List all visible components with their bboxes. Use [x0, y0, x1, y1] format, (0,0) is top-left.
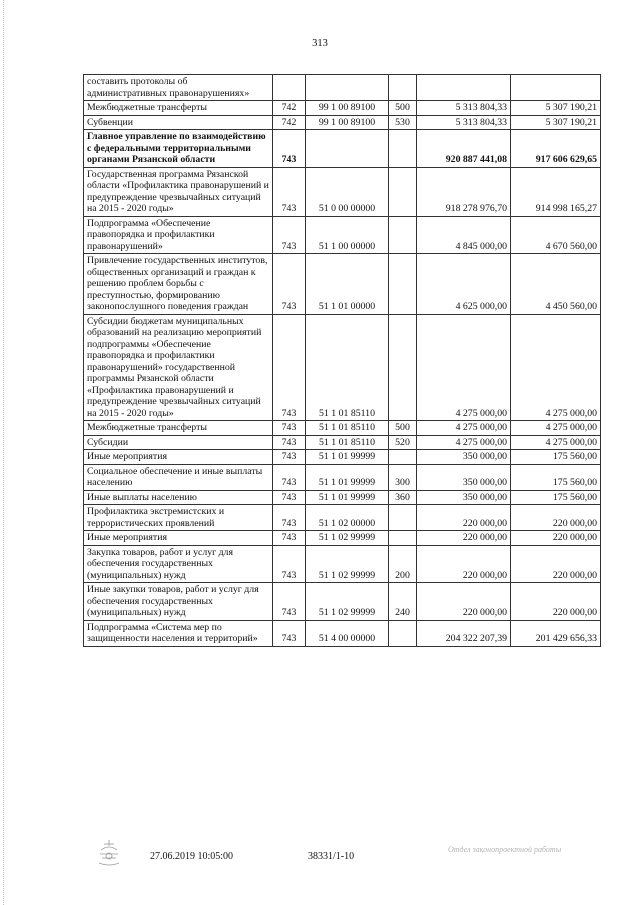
table-row [84, 531, 601, 546]
cell-name: Субсидии [84, 435, 273, 450]
cell-vr [389, 130, 417, 168]
cell-sum-2019: 175 560,00 [511, 464, 601, 490]
cell-csr: 51 1 01 99999 [306, 450, 389, 465]
cell-name: Подпрограмма «Обеспечение правопорядка и профилактики правонарушений» [84, 216, 273, 254]
cell-name: Субсидии бюджетам муниципальных образований на реализацию мероприятий подпрограммы «Обеспечение правопорядка и профилактики правонарушений» государственной программы Рязанской области «Профилактика правонарушений и предупреждение чрезвычайных ситуаций на 2015 - 2020 годы» [84, 314, 273, 421]
table-row [84, 620, 601, 646]
cell-csr: 99 1 00 89100 [306, 101, 389, 116]
cell-ved: 743 [273, 531, 306, 546]
page-number: 313 [312, 38, 328, 49]
cell-sum-2018: 4 845 000,00 [417, 216, 511, 254]
cell-ved: 743 [273, 490, 306, 505]
cell-ved: 743 [273, 545, 306, 583]
cell-name: Иные выплаты населению [84, 490, 273, 505]
cell-sum-2018: 5 313 804,33 [417, 115, 511, 130]
cell-csr: 51 1 02 99999 [306, 545, 389, 583]
cell-name: Социальное обеспечение и иные выплаты населению [84, 464, 273, 490]
table-row [84, 167, 601, 216]
cell-sum-2018: 918 278 976,70 [417, 167, 511, 216]
table-row [84, 115, 601, 130]
cell-sum-2019: 4 275 000,00 [511, 314, 601, 421]
cell-sum-2019: 5 307 190,21 [511, 115, 601, 130]
cell-ved: 743 [273, 464, 306, 490]
cell-name: составить протоколы об административных правонарушениях» [84, 75, 273, 101]
cell-name: Иные мероприятия [84, 531, 273, 546]
scan-edge-line [3, 0, 5, 905]
cell-vr [389, 254, 417, 315]
cell-sum-2018: 4 275 000,00 [417, 314, 511, 421]
cell-csr: 51 1 01 85110 [306, 421, 389, 436]
cell-csr: 51 1 02 00000 [306, 505, 389, 531]
cell-sum-2019: 220 000,00 [511, 505, 601, 531]
cell-sum-2019: 175 560,00 [511, 450, 601, 465]
table-row [84, 130, 601, 168]
table-row [84, 101, 601, 116]
cell-ved: 743 [273, 167, 306, 216]
cell-vr: 300 [389, 464, 417, 490]
cell-name: Профилактика экстремистских и террористических проявлений [84, 505, 273, 531]
cell-csr: 51 1 01 85110 [306, 314, 389, 421]
cell-sum-2019: 220 000,00 [511, 545, 601, 583]
cell-name: Привлечение государственных институтов, общественных организаций и граждан к решению проблем борьбы с преступностью, формированию законопослушного поведения граждан [84, 254, 273, 315]
cell-vr: 200 [389, 545, 417, 583]
cell-vr [389, 75, 417, 101]
table-row [84, 421, 601, 436]
cell-name: Межбюджетные трансферты [84, 421, 273, 436]
cell-sum-2019: 175 560,00 [511, 490, 601, 505]
cell-name: Иные мероприятия [84, 450, 273, 465]
footer-date: 27.06.2019 10:05:00 [150, 851, 234, 862]
cell-ved: 743 [273, 314, 306, 421]
cell-ved: 742 [273, 101, 306, 116]
table-row [84, 490, 601, 505]
cell-name: Главное управление по взаимодействию с федеральными территориальными органами Рязанской области [84, 130, 273, 168]
cell-sum-2018: 350 000,00 [417, 490, 511, 505]
cell-sum-2018 [417, 75, 511, 101]
cell-csr: 51 1 01 99999 [306, 464, 389, 490]
cell-csr: 51 1 02 99999 [306, 583, 389, 621]
cell-vr: 530 [389, 115, 417, 130]
cell-sum-2018: 220 000,00 [417, 583, 511, 621]
cell-ved: 743 [273, 130, 306, 168]
cell-csr: 51 1 01 00000 [306, 254, 389, 315]
cell-csr: 99 1 00 89100 [306, 115, 389, 130]
cell-ved: 743 [273, 505, 306, 531]
footer-document-code: 38331/1-10 [308, 851, 355, 862]
cell-sum-2018: 920 887 441,08 [417, 130, 511, 168]
cell-vr [389, 531, 417, 546]
cell-vr [389, 505, 417, 531]
cell-sum-2018: 220 000,00 [417, 545, 511, 583]
cell-name: Субвенции [84, 115, 273, 130]
cell-sum-2019: 220 000,00 [511, 583, 601, 621]
cell-sum-2019 [511, 75, 601, 101]
cell-name: Подпрограмма «Система мер по защищенности населения и территорий» [84, 620, 273, 646]
cell-ved: 743 [273, 435, 306, 450]
cell-csr: 51 1 01 99999 [306, 490, 389, 505]
cell-sum-2018: 220 000,00 [417, 505, 511, 531]
cell-sum-2019: 4 670 560,00 [511, 216, 601, 254]
cell-name: Межбюджетные трансферты [84, 101, 273, 116]
cell-vr: 500 [389, 421, 417, 436]
cell-ved: 743 [273, 583, 306, 621]
footer-watermark: Отдел законопроектной работы [448, 845, 562, 854]
cell-vr: 520 [389, 435, 417, 450]
cell-ved: 742 [273, 115, 306, 130]
cell-sum-2018: 4 275 000,00 [417, 421, 511, 436]
cell-ved [273, 75, 306, 101]
cell-sum-2018: 220 000,00 [417, 531, 511, 546]
cell-sum-2018: 204 322 207,39 [417, 620, 511, 646]
budget-table-body [84, 75, 601, 647]
cell-csr: 51 4 00 00000 [306, 620, 389, 646]
table-row [84, 450, 601, 465]
cell-ved: 743 [273, 216, 306, 254]
cell-vr: 500 [389, 101, 417, 116]
cell-csr: 51 0 00 00000 [306, 167, 389, 216]
table-row [84, 254, 601, 315]
cell-vr [389, 620, 417, 646]
cell-ved: 743 [273, 450, 306, 465]
budget-table [83, 74, 601, 647]
cell-sum-2019: 4 275 000,00 [511, 435, 601, 450]
cell-sum-2018: 5 313 804,33 [417, 101, 511, 116]
cell-vr: 360 [389, 490, 417, 505]
table-row [84, 505, 601, 531]
cell-csr: 51 1 02 99999 [306, 531, 389, 546]
cell-csr [306, 75, 389, 101]
cell-sum-2019: 914 998 165,27 [511, 167, 601, 216]
cell-sum-2019: 5 307 190,21 [511, 101, 601, 116]
cell-sum-2019: 201 429 656,33 [511, 620, 601, 646]
table-row [84, 435, 601, 450]
cell-vr [389, 314, 417, 421]
cell-ved: 743 [273, 254, 306, 315]
table-row [84, 216, 601, 254]
cell-sum-2018: 350 000,00 [417, 464, 511, 490]
cell-sum-2019: 220 000,00 [511, 531, 601, 546]
cell-name: Закупка товаров, работ и услуг для обеспечения государственных (муниципальных) нужд [84, 545, 273, 583]
cell-sum-2018: 4 275 000,00 [417, 435, 511, 450]
cell-name: Иные закупки товаров, работ и услуг для обеспечения государственных (муниципальных) нужд [84, 583, 273, 621]
cell-sum-2019: 4 450 560,00 [511, 254, 601, 315]
cell-vr: 240 [389, 583, 417, 621]
cell-csr: 51 1 01 85110 [306, 435, 389, 450]
cell-sum-2019: 4 275 000,00 [511, 421, 601, 436]
cell-vr [389, 450, 417, 465]
table-row [84, 583, 601, 621]
table-row [84, 314, 601, 421]
table-row [84, 545, 601, 583]
table-row [84, 464, 601, 490]
cell-ved: 743 [273, 421, 306, 436]
cell-csr [306, 130, 389, 168]
cell-name: Государственная программа Рязанской области «Профилактика правонарушений и предупреждение чрезвычайных ситуаций на 2015 - 2020 годы» [84, 167, 273, 216]
cell-vr [389, 167, 417, 216]
cell-sum-2019: 917 606 629,65 [511, 130, 601, 168]
cell-sum-2018: 4 625 000,00 [417, 254, 511, 315]
table-row [84, 75, 601, 101]
cell-csr: 51 1 00 00000 [306, 216, 389, 254]
cell-ved: 743 [273, 620, 306, 646]
cell-sum-2018: 350 000,00 [417, 450, 511, 465]
emblem-seal-icon [96, 838, 122, 868]
cell-vr [389, 216, 417, 254]
